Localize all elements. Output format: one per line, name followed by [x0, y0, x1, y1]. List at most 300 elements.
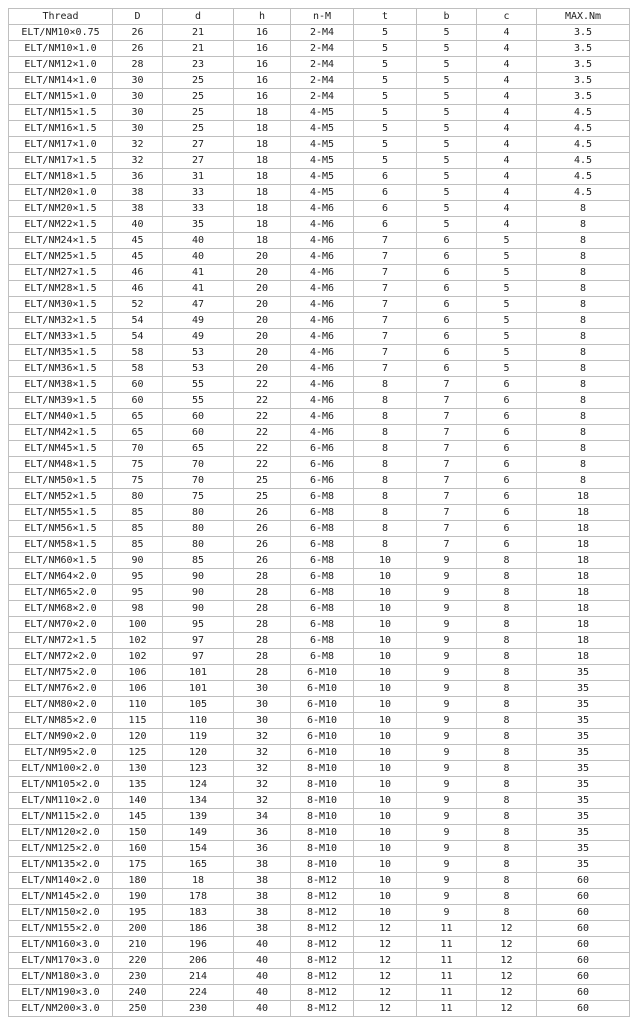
- cell-t: 6: [354, 201, 417, 217]
- cell-t: 10: [354, 681, 417, 697]
- cell-outer-diameter: 125: [113, 745, 163, 761]
- table-row: [9, 553, 630, 569]
- cell-thread: ELT/NM14×1.0: [9, 73, 113, 89]
- table-row: [9, 537, 630, 553]
- cell-height: 36: [234, 841, 291, 857]
- table-row: [9, 889, 630, 905]
- cell-inner-diameter: 27: [163, 137, 234, 153]
- cell-c: 5: [477, 265, 537, 281]
- cell-inner-diameter: 85: [163, 553, 234, 569]
- cell-c: 8: [477, 585, 537, 601]
- cell-max-torque: 8: [537, 377, 630, 393]
- cell-max-torque: 35: [537, 729, 630, 745]
- cell-b: 9: [417, 905, 477, 921]
- column-header-inner-diameter: d: [163, 9, 234, 25]
- cell-c: 8: [477, 825, 537, 841]
- cell-t: 7: [354, 281, 417, 297]
- cell-c: 6: [477, 393, 537, 409]
- cell-screw-spec: 6-M10: [291, 713, 354, 729]
- cell-screw-spec: 4-M6: [291, 233, 354, 249]
- cell-inner-diameter: 165: [163, 857, 234, 873]
- cell-thread: ELT/NM180×3.0: [9, 969, 113, 985]
- column-header-c: c: [477, 9, 537, 25]
- cell-height: 38: [234, 921, 291, 937]
- cell-b: 7: [417, 537, 477, 553]
- table-row: [9, 729, 630, 745]
- cell-t: 7: [354, 329, 417, 345]
- cell-inner-diameter: 18: [163, 873, 234, 889]
- cell-inner-diameter: 95: [163, 617, 234, 633]
- cell-thread: ELT/NM65×2.0: [9, 585, 113, 601]
- cell-max-torque: 8: [537, 409, 630, 425]
- cell-c: 6: [477, 425, 537, 441]
- cell-thread: ELT/NM12×1.0: [9, 57, 113, 73]
- cell-max-torque: 18: [537, 649, 630, 665]
- cell-thread: ELT/NM16×1.5: [9, 121, 113, 137]
- cell-screw-spec: 6-M8: [291, 617, 354, 633]
- cell-thread: ELT/NM135×2.0: [9, 857, 113, 873]
- cell-b: 5: [417, 153, 477, 169]
- cell-max-torque: 8: [537, 217, 630, 233]
- cell-b: 11: [417, 985, 477, 1001]
- cell-outer-diameter: 120: [113, 729, 163, 745]
- cell-thread: ELT/NM28×1.5: [9, 281, 113, 297]
- cell-max-torque: 3.5: [537, 89, 630, 105]
- cell-inner-diameter: 60: [163, 409, 234, 425]
- cell-outer-diameter: 58: [113, 345, 163, 361]
- cell-c: 8: [477, 857, 537, 873]
- cell-max-torque: 3.5: [537, 41, 630, 57]
- cell-b: 5: [417, 89, 477, 105]
- cell-c: 5: [477, 233, 537, 249]
- cell-t: 10: [354, 585, 417, 601]
- table-row: [9, 249, 630, 265]
- cell-inner-diameter: 70: [163, 457, 234, 473]
- cell-max-torque: 60: [537, 1001, 630, 1017]
- cell-c: 8: [477, 745, 537, 761]
- cell-outer-diameter: 80: [113, 489, 163, 505]
- cell-screw-spec: 6-M10: [291, 697, 354, 713]
- table-row: [9, 393, 630, 409]
- table-row: [9, 457, 630, 473]
- cell-max-torque: 35: [537, 745, 630, 761]
- cell-max-torque: 8: [537, 425, 630, 441]
- column-header-height: h: [234, 9, 291, 25]
- cell-b: 9: [417, 569, 477, 585]
- cell-b: 9: [417, 553, 477, 569]
- cell-t: 7: [354, 233, 417, 249]
- cell-c: 8: [477, 665, 537, 681]
- cell-thread: ELT/NM27×1.5: [9, 265, 113, 281]
- column-header-screw-spec: n-M: [291, 9, 354, 25]
- cell-thread: ELT/NM72×1.5: [9, 633, 113, 649]
- cell-height: 25: [234, 473, 291, 489]
- cell-c: 8: [477, 809, 537, 825]
- cell-c: 6: [477, 473, 537, 489]
- cell-outer-diameter: 40: [113, 217, 163, 233]
- cell-outer-diameter: 32: [113, 153, 163, 169]
- cell-b: 9: [417, 585, 477, 601]
- cell-inner-diameter: 75: [163, 489, 234, 505]
- cell-t: 7: [354, 345, 417, 361]
- table-row: [9, 297, 630, 313]
- cell-outer-diameter: 30: [113, 105, 163, 121]
- column-header-max-torque: MAX.Nm: [537, 9, 630, 25]
- cell-b: 5: [417, 185, 477, 201]
- cell-outer-diameter: 70: [113, 441, 163, 457]
- cell-t: 6: [354, 217, 417, 233]
- cell-inner-diameter: 214: [163, 969, 234, 985]
- cell-c: 6: [477, 505, 537, 521]
- table-row: [9, 569, 630, 585]
- cell-screw-spec: 2-M4: [291, 73, 354, 89]
- table-row: [9, 121, 630, 137]
- cell-thread: ELT/NM48×1.5: [9, 457, 113, 473]
- table-row: [9, 905, 630, 921]
- cell-thread: ELT/NM50×1.5: [9, 473, 113, 489]
- cell-inner-diameter: 183: [163, 905, 234, 921]
- cell-c: 8: [477, 777, 537, 793]
- cell-thread: ELT/NM20×1.5: [9, 201, 113, 217]
- cell-outer-diameter: 180: [113, 873, 163, 889]
- cell-outer-diameter: 130: [113, 761, 163, 777]
- cell-screw-spec: 6-M8: [291, 489, 354, 505]
- cell-outer-diameter: 30: [113, 73, 163, 89]
- cell-b: 9: [417, 681, 477, 697]
- cell-t: 8: [354, 489, 417, 505]
- cell-outer-diameter: 100: [113, 617, 163, 633]
- cell-t: 10: [354, 809, 417, 825]
- cell-c: 8: [477, 697, 537, 713]
- cell-max-torque: 35: [537, 681, 630, 697]
- cell-thread: ELT/NM120×2.0: [9, 825, 113, 841]
- cell-height: 16: [234, 25, 291, 41]
- cell-screw-spec: 4-M6: [291, 313, 354, 329]
- cell-height: 22: [234, 377, 291, 393]
- cell-b: 5: [417, 217, 477, 233]
- table-row: [9, 713, 630, 729]
- cell-screw-spec: 4-M5: [291, 153, 354, 169]
- cell-max-torque: 18: [537, 585, 630, 601]
- cell-outer-diameter: 90: [113, 553, 163, 569]
- cell-height: 28: [234, 601, 291, 617]
- cell-inner-diameter: 124: [163, 777, 234, 793]
- cell-c: 8: [477, 713, 537, 729]
- cell-t: 10: [354, 665, 417, 681]
- table-row: [9, 25, 630, 41]
- cell-c: 12: [477, 921, 537, 937]
- cell-screw-spec: 4-M6: [291, 265, 354, 281]
- cell-inner-diameter: 35: [163, 217, 234, 233]
- table-row: [9, 169, 630, 185]
- cell-max-torque: 18: [537, 505, 630, 521]
- table-row: [9, 281, 630, 297]
- column-header-b: b: [417, 9, 477, 25]
- cell-inner-diameter: 25: [163, 121, 234, 137]
- cell-inner-diameter: 224: [163, 985, 234, 1001]
- cell-screw-spec: 8-M10: [291, 793, 354, 809]
- cell-t: 10: [354, 633, 417, 649]
- cell-thread: ELT/NM22×1.5: [9, 217, 113, 233]
- table-row: [9, 521, 630, 537]
- cell-max-torque: 8: [537, 233, 630, 249]
- cell-c: 5: [477, 329, 537, 345]
- cell-height: 40: [234, 985, 291, 1001]
- cell-b: 9: [417, 889, 477, 905]
- cell-outer-diameter: 102: [113, 649, 163, 665]
- cell-outer-diameter: 36: [113, 169, 163, 185]
- cell-height: 28: [234, 665, 291, 681]
- cell-height: 20: [234, 249, 291, 265]
- cell-inner-diameter: 70: [163, 473, 234, 489]
- cell-height: 22: [234, 425, 291, 441]
- cell-c: 8: [477, 601, 537, 617]
- cell-outer-diameter: 150: [113, 825, 163, 841]
- cell-thread: ELT/NM45×1.5: [9, 441, 113, 457]
- table-row: [9, 633, 630, 649]
- cell-inner-diameter: 25: [163, 105, 234, 121]
- table-row: [9, 601, 630, 617]
- cell-outer-diameter: 106: [113, 681, 163, 697]
- cell-max-torque: 35: [537, 809, 630, 825]
- cell-c: 5: [477, 249, 537, 265]
- cell-screw-spec: 6-M8: [291, 649, 354, 665]
- cell-inner-diameter: 33: [163, 201, 234, 217]
- cell-c: 6: [477, 457, 537, 473]
- cell-height: 26: [234, 553, 291, 569]
- cell-outer-diameter: 30: [113, 89, 163, 105]
- table-row: [9, 793, 630, 809]
- cell-max-torque: 35: [537, 857, 630, 873]
- cell-t: 10: [354, 553, 417, 569]
- cell-inner-diameter: 101: [163, 665, 234, 681]
- table-row: [9, 489, 630, 505]
- table-row: [9, 41, 630, 57]
- cell-screw-spec: 4-M5: [291, 105, 354, 121]
- cell-height: 30: [234, 697, 291, 713]
- cell-c: 4: [477, 41, 537, 57]
- cell-inner-diameter: 196: [163, 937, 234, 953]
- cell-b: 7: [417, 489, 477, 505]
- cell-outer-diameter: 200: [113, 921, 163, 937]
- cell-c: 4: [477, 89, 537, 105]
- cell-height: 28: [234, 649, 291, 665]
- table-row: [9, 409, 630, 425]
- cell-outer-diameter: 65: [113, 425, 163, 441]
- table-row: [9, 697, 630, 713]
- cell-outer-diameter: 38: [113, 185, 163, 201]
- cell-b: 9: [417, 633, 477, 649]
- cell-max-torque: 8: [537, 281, 630, 297]
- cell-thread: ELT/NM56×1.5: [9, 521, 113, 537]
- cell-height: 28: [234, 585, 291, 601]
- cell-screw-spec: 8-M12: [291, 953, 354, 969]
- cell-inner-diameter: 90: [163, 601, 234, 617]
- column-header-thread: Thread: [9, 9, 113, 25]
- table-row: [9, 825, 630, 841]
- cell-inner-diameter: 33: [163, 185, 234, 201]
- cell-height: 32: [234, 761, 291, 777]
- cell-b: 11: [417, 1001, 477, 1017]
- cell-b: 5: [417, 57, 477, 73]
- cell-screw-spec: 6-M8: [291, 553, 354, 569]
- cell-screw-spec: 4-M6: [291, 409, 354, 425]
- cell-c: 5: [477, 313, 537, 329]
- cell-height: 38: [234, 905, 291, 921]
- cell-height: 38: [234, 857, 291, 873]
- table-row: [9, 857, 630, 873]
- cell-outer-diameter: 45: [113, 233, 163, 249]
- cell-max-torque: 60: [537, 969, 630, 985]
- cell-t: 7: [354, 265, 417, 281]
- cell-b: 9: [417, 697, 477, 713]
- table-row: [9, 617, 630, 633]
- cell-thread: ELT/NM55×1.5: [9, 505, 113, 521]
- cell-t: 12: [354, 937, 417, 953]
- cell-thread: ELT/NM35×1.5: [9, 345, 113, 361]
- table-row: [9, 89, 630, 105]
- cell-height: 22: [234, 441, 291, 457]
- cell-inner-diameter: 53: [163, 345, 234, 361]
- header-row: [9, 9, 630, 25]
- cell-max-torque: 35: [537, 777, 630, 793]
- cell-c: 4: [477, 73, 537, 89]
- cell-t: 10: [354, 841, 417, 857]
- cell-thread: ELT/NM68×2.0: [9, 601, 113, 617]
- cell-max-torque: 35: [537, 713, 630, 729]
- cell-b: 9: [417, 825, 477, 841]
- cell-outer-diameter: 46: [113, 265, 163, 281]
- cell-outer-diameter: 54: [113, 313, 163, 329]
- cell-inner-diameter: 119: [163, 729, 234, 745]
- cell-outer-diameter: 60: [113, 377, 163, 393]
- cell-t: 10: [354, 745, 417, 761]
- cell-height: 18: [234, 217, 291, 233]
- cell-screw-spec: 4-M6: [291, 425, 354, 441]
- cell-max-torque: 60: [537, 937, 630, 953]
- cell-screw-spec: 4-M6: [291, 201, 354, 217]
- cell-outer-diameter: 95: [113, 585, 163, 601]
- cell-outer-diameter: 60: [113, 393, 163, 409]
- cell-thread: ELT/NM115×2.0: [9, 809, 113, 825]
- column-header-t: t: [354, 9, 417, 25]
- cell-c: 8: [477, 905, 537, 921]
- cell-screw-spec: 4-M6: [291, 329, 354, 345]
- cell-t: 7: [354, 313, 417, 329]
- cell-screw-spec: 8-M12: [291, 873, 354, 889]
- table-row: [9, 473, 630, 489]
- cell-b: 7: [417, 409, 477, 425]
- cell-outer-diameter: 75: [113, 473, 163, 489]
- cell-height: 40: [234, 1001, 291, 1017]
- table-row: [9, 345, 630, 361]
- cell-max-torque: 35: [537, 761, 630, 777]
- cell-height: 16: [234, 57, 291, 73]
- table-row: [9, 809, 630, 825]
- table-row: [9, 441, 630, 457]
- cell-inner-diameter: 53: [163, 361, 234, 377]
- cell-height: 40: [234, 953, 291, 969]
- cell-screw-spec: 8-M12: [291, 889, 354, 905]
- cell-b: 6: [417, 249, 477, 265]
- cell-height: 20: [234, 313, 291, 329]
- cell-screw-spec: 6-M6: [291, 457, 354, 473]
- cell-b: 9: [417, 809, 477, 825]
- cell-screw-spec: 6-M6: [291, 473, 354, 489]
- cell-inner-diameter: 186: [163, 921, 234, 937]
- cell-max-torque: 60: [537, 921, 630, 937]
- cell-c: 8: [477, 681, 537, 697]
- cell-b: 7: [417, 521, 477, 537]
- cell-height: 26: [234, 537, 291, 553]
- cell-screw-spec: 6-M8: [291, 633, 354, 649]
- cell-t: 8: [354, 425, 417, 441]
- cell-outer-diameter: 102: [113, 633, 163, 649]
- cell-c: 4: [477, 121, 537, 137]
- cell-thread: ELT/NM15×1.5: [9, 105, 113, 121]
- cell-thread: ELT/NM160×3.0: [9, 937, 113, 953]
- cell-c: 12: [477, 1001, 537, 1017]
- cell-b: 7: [417, 377, 477, 393]
- cell-inner-diameter: 178: [163, 889, 234, 905]
- cell-thread: ELT/NM36×1.5: [9, 361, 113, 377]
- table-body: [9, 25, 630, 1017]
- cell-inner-diameter: 41: [163, 281, 234, 297]
- cell-outer-diameter: 145: [113, 809, 163, 825]
- cell-b: 6: [417, 345, 477, 361]
- cell-inner-diameter: 154: [163, 841, 234, 857]
- cell-b: 7: [417, 457, 477, 473]
- cell-c: 4: [477, 185, 537, 201]
- cell-screw-spec: 6-M10: [291, 745, 354, 761]
- table-row: [9, 873, 630, 889]
- cell-thread: ELT/NM85×2.0: [9, 713, 113, 729]
- cell-outer-diameter: 110: [113, 697, 163, 713]
- cell-screw-spec: 4-M6: [291, 361, 354, 377]
- cell-b: 9: [417, 761, 477, 777]
- cell-inner-diameter: 97: [163, 649, 234, 665]
- cell-outer-diameter: 32: [113, 137, 163, 153]
- table-row: [9, 137, 630, 153]
- cell-c: 8: [477, 553, 537, 569]
- cell-c: 4: [477, 137, 537, 153]
- cell-t: 8: [354, 457, 417, 473]
- cell-t: 8: [354, 537, 417, 553]
- cell-thread: ELT/NM60×1.5: [9, 553, 113, 569]
- cell-inner-diameter: 105: [163, 697, 234, 713]
- cell-thread: ELT/NM70×2.0: [9, 617, 113, 633]
- cell-inner-diameter: 25: [163, 73, 234, 89]
- cell-max-torque: 18: [537, 521, 630, 537]
- cell-height: 28: [234, 569, 291, 585]
- cell-height: 28: [234, 617, 291, 633]
- cell-screw-spec: 4-M5: [291, 169, 354, 185]
- spec-table: [8, 8, 630, 1017]
- cell-thread: ELT/NM100×2.0: [9, 761, 113, 777]
- cell-outer-diameter: 220: [113, 953, 163, 969]
- cell-height: 40: [234, 969, 291, 985]
- cell-c: 8: [477, 841, 537, 857]
- cell-b: 6: [417, 265, 477, 281]
- cell-c: 8: [477, 617, 537, 633]
- cell-t: 10: [354, 857, 417, 873]
- cell-t: 5: [354, 89, 417, 105]
- cell-max-torque: 35: [537, 697, 630, 713]
- cell-c: 12: [477, 985, 537, 1001]
- cell-b: 6: [417, 361, 477, 377]
- cell-outer-diameter: 65: [113, 409, 163, 425]
- table-row: [9, 377, 630, 393]
